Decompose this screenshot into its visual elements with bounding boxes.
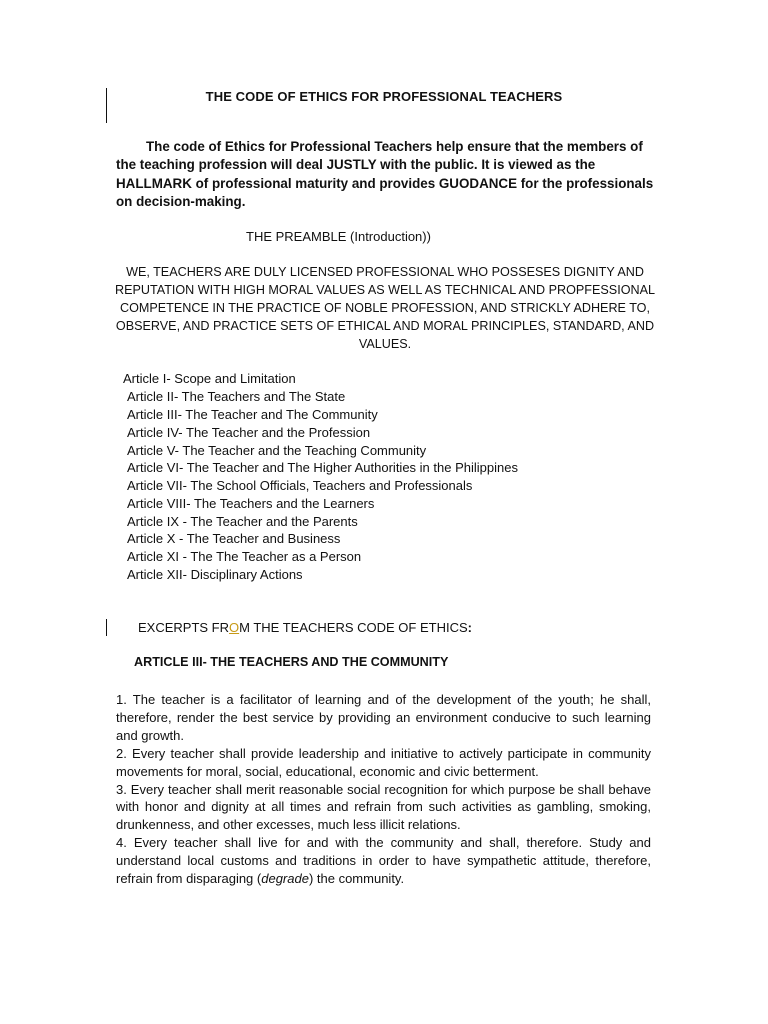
article-item: Article X - The Teacher and Business <box>127 531 341 546</box>
rule-item: 3. Every teacher shall merit reasonable social recognition for which purpose be shall behave with honor and dignity at all times and refrain from such activities as gambling, smoking, drunkenness, and other excesses, much less illicit relations. <box>116 781 651 833</box>
rule-text: 4. Every teacher shall live for and with the community and shall, therefore. Study and understand local customs and traditions in order to have sympathetic attitude, therefore, refrain from disparaging ( <box>116 835 651 887</box>
article-item: Article III- The Teacher and The Community <box>127 407 378 422</box>
rule-item: 1. The teacher is a facilitator of learning and of the development of the youth; he shall, therefore, render the best service by providing an environment conducive to such learning and growth. <box>116 692 651 743</box>
preamble-body: WE, TEACHERS ARE DULY LICENSED PROFESSIONAL WHO POSSESES DIGNITY AND REPUTATION WITH HIGH MORAL VALUES AS WELL AS TECHNICAL AND PROPFESSIONAL COMPETENCE IN THE PRACTICE OF NOBLE PROFESSION, AND STRICKLY ADHERE TO, OBSERVE, AND PRACTICE SETS OF ETHICAL AND MORAL PRINCIPLES, STANDARD, AND VALUES. <box>114 265 655 351</box>
article-item: Article IX - The Teacher and the Parents <box>127 514 358 529</box>
rule-item: 2. Every teacher shall provide leadership and initiative to actively participate in community movements for moral, social, educational, economic and civic betterment. <box>116 745 651 779</box>
article-item: Article XI - The The Teacher as a Person <box>127 549 362 564</box>
highlighted-letter: O <box>229 620 240 635</box>
article-item: Article V- The Teacher and the Teaching Community <box>127 443 427 458</box>
article-item: Article IV- The Teacher and the Profession <box>127 425 371 440</box>
article-item: Article XII- Disciplinary Actions <box>127 567 303 582</box>
rule-item <box>116 834 651 888</box>
document-title: THE CODE OF ETHICS FOR PROFESSIONAL TEACHERS <box>205 89 563 104</box>
article-item: Article VII- The School Officials, Teachers and Professionals <box>127 478 473 493</box>
excerpts-heading-colon: : <box>467 620 472 635</box>
rule-emphasis: degrade <box>261 871 309 887</box>
article-item: Article I- Scope and Limitation <box>123 371 296 386</box>
preamble-heading: THE PREAMBLE (Introduction)) <box>246 229 431 244</box>
margin-mark <box>106 619 107 636</box>
excerpts-heading-text: EXCERPTS FR <box>138 620 230 635</box>
article-item: Article VI- The Teacher and The Higher Authorities in the Philippines <box>127 460 518 475</box>
excerpts-heading-text: M THE TEACHERS CODE OF ETHICS <box>239 620 468 635</box>
article-item: Article II- The Teachers and The State <box>127 389 346 404</box>
intro-paragraph: The code of Ethics for Professional Teachers help ensure that the members of the teaching profession will deal JUSTLY with the public. It is viewed as the HALLMARK of professional maturity and provides GUODANCE for the professionals on decision-making. <box>116 139 654 209</box>
excerpts-heading <box>138 620 472 635</box>
rules-list <box>116 691 651 888</box>
rule-text: ) the community. <box>308 871 405 887</box>
article-item: Article VIII- The Teachers and the Learners <box>127 496 375 511</box>
article-heading: ARTICLE III- THE TEACHERS AND THE COMMUNITY <box>134 655 449 669</box>
